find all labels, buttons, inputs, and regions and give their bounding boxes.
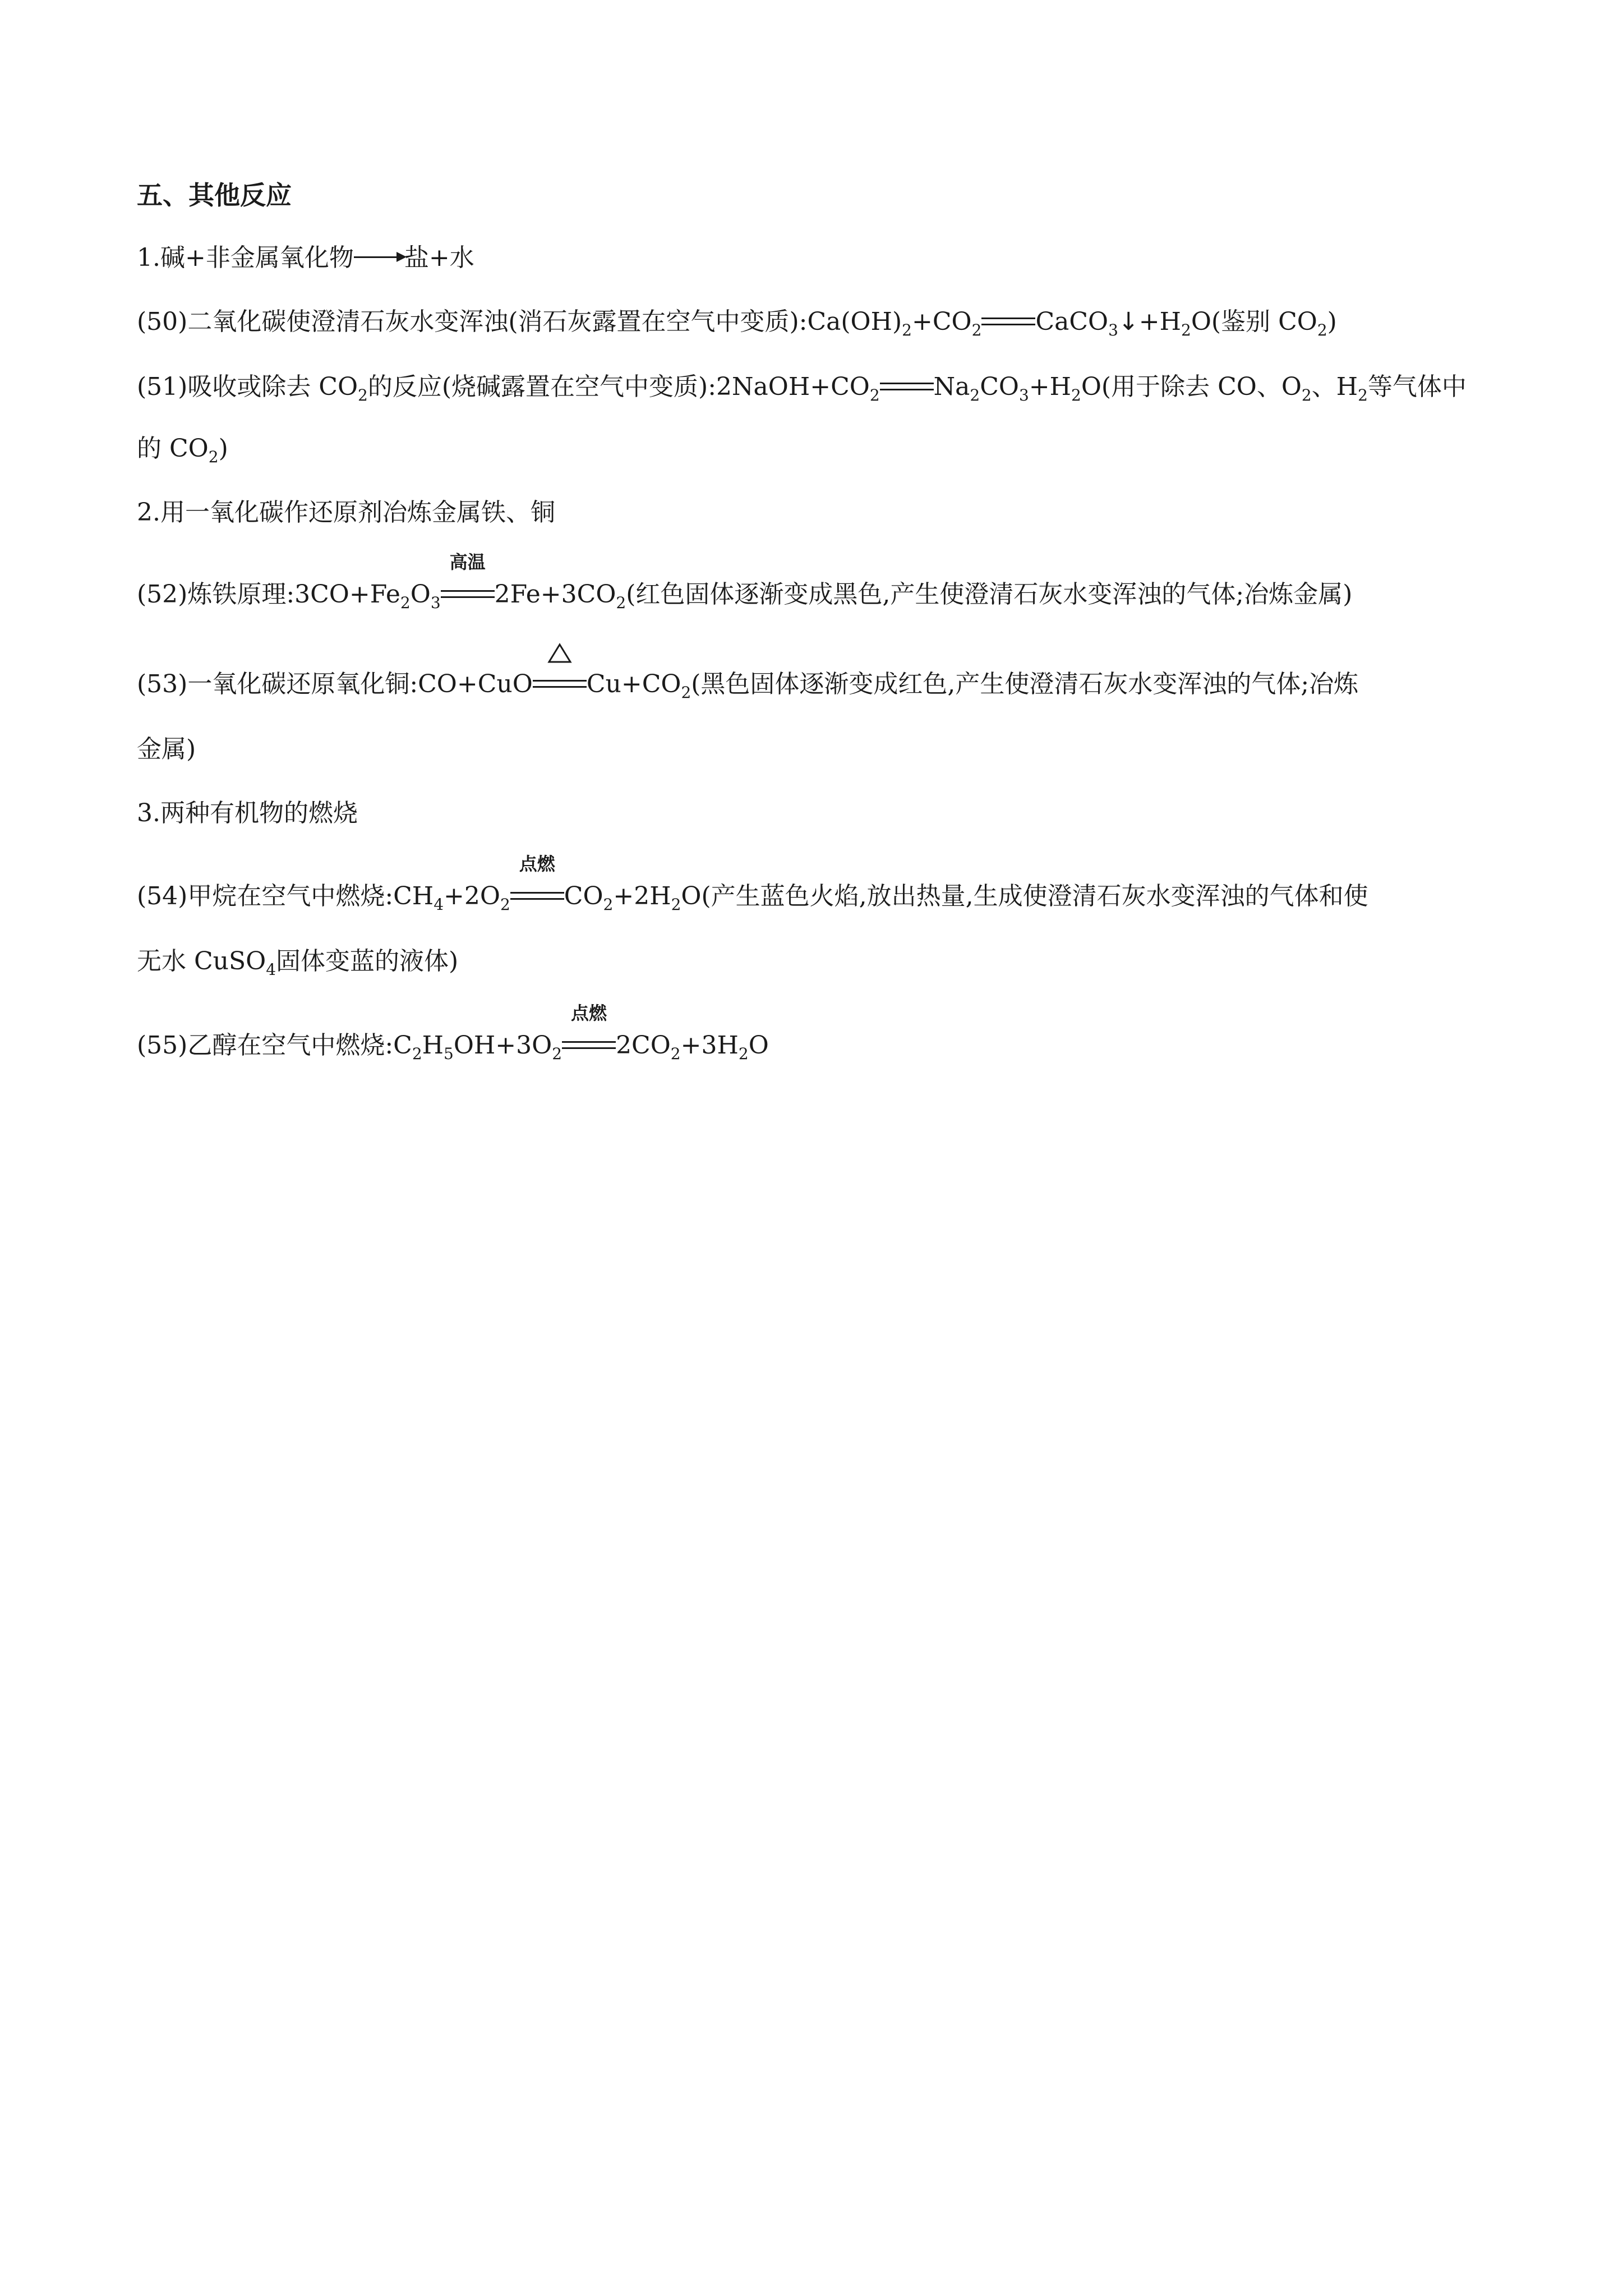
equals-sign-icon <box>562 1041 616 1049</box>
equation-note: (红色固体逐渐变成黑色,产生使澄清石灰水变浑浊的气体;冶炼金属) <box>626 580 1353 609</box>
subscript: 2 <box>1181 321 1191 339</box>
precipitate-arrow-icon: ↓ <box>1118 307 1139 336</box>
heat-triangle-icon <box>547 643 572 664</box>
subscript: 2 <box>1301 386 1312 404</box>
formula-part: 、H <box>1311 372 1358 401</box>
equation-lead: (54)甲烷在空气中燃烧:CH <box>137 882 434 910</box>
item-number: 1. <box>137 243 160 272</box>
condition-label: 高温 <box>449 551 486 573</box>
subscript: 2 <box>671 895 681 914</box>
subscript: 2 <box>1358 386 1368 404</box>
subscript: 2 <box>412 1045 422 1063</box>
formula-part: OH+3O <box>453 1031 552 1060</box>
formula-part: Na <box>933 372 970 401</box>
formula-part: +2H <box>613 882 671 910</box>
item-text: 2.用一氧化碳作还原剂冶炼金属铁、铜 <box>137 498 555 527</box>
condition-label: 点燃 <box>571 1002 607 1024</box>
formula-part: +3H <box>680 1031 739 1060</box>
item-text: 3.两种有机物的燃烧 <box>137 799 358 827</box>
equation-note: (黑色固体逐渐变成红色,产生使澄清石灰水变浑浊的气体;冶炼 <box>691 670 1359 698</box>
subscript: 2 <box>1071 386 1081 404</box>
formula-part: ) <box>218 434 228 463</box>
formula-part: +2O <box>444 882 500 910</box>
subscript: 2 <box>500 895 510 914</box>
equation-51-continued <box>137 432 1494 466</box>
equation-54 <box>137 853 1494 914</box>
subscript: 2 <box>400 593 411 612</box>
item-1 <box>137 241 1494 275</box>
formula-part: Cu+CO <box>586 670 681 698</box>
subscript: 2 <box>970 386 980 404</box>
subscript: 2 <box>1317 321 1327 339</box>
reaction-condition <box>510 853 564 913</box>
formula-part: 2CO <box>616 1031 671 1060</box>
formula-part: O(鉴别 CO <box>1191 307 1317 336</box>
formula-part: +CO <box>912 307 972 336</box>
subscript: 2 <box>603 895 614 914</box>
formula-part: 2Fe+3CO <box>494 580 616 609</box>
subscript: 3 <box>1108 321 1118 339</box>
subscript: 2 <box>670 1045 681 1063</box>
equation-50 <box>137 305 1494 339</box>
equation-note: O(产生蓝色火焰,放出热量,生成使澄清石灰水变浑浊的气体和使 <box>681 882 1368 910</box>
formula-part: +H <box>1029 372 1072 401</box>
formula-part: 等气体中 <box>1367 372 1467 401</box>
section-heading <box>137 178 1494 212</box>
subscript: 2 <box>681 683 691 702</box>
subscript: 2 <box>358 386 368 404</box>
formula-part: H <box>422 1031 444 1060</box>
subscript: 2 <box>208 448 219 466</box>
formula-part: 无水 CuSO <box>137 947 266 976</box>
formula-part: O <box>410 580 431 609</box>
subscript: 2 <box>971 321 982 339</box>
equation-53-continued <box>137 733 1494 766</box>
reaction-condition <box>533 668 587 701</box>
subscript: 4 <box>434 895 444 914</box>
equals-sign-icon <box>533 680 587 688</box>
formula-part: Ca(OH) <box>807 307 902 336</box>
formula-part: CO <box>980 372 1019 401</box>
equation-51 <box>137 370 1494 404</box>
formula-part: CaCO <box>1035 307 1109 336</box>
equation-55 <box>137 1002 1494 1063</box>
equation-53 <box>137 668 1494 701</box>
item-3 <box>137 797 1494 830</box>
formula-part: O(用于除去 CO、O <box>1081 372 1302 401</box>
subscript: 4 <box>266 960 276 979</box>
subscript: 3 <box>430 593 441 612</box>
equation-lead: (53)一氧化碳还原氧化铜:CO+CuO <box>137 670 533 698</box>
condition-label: 点燃 <box>519 853 555 875</box>
formula-part: 的反应(烧碱露置在空气中变质):2NaOH+CO <box>367 372 870 401</box>
formula-part: +H <box>1138 307 1182 336</box>
subscript: 2 <box>616 593 626 612</box>
formula-part: O <box>748 1031 769 1060</box>
reaction-arrow-icon <box>354 256 404 258</box>
subscript: 3 <box>1018 386 1029 404</box>
reactants-text: 碱+非金属氧化物 <box>160 243 354 272</box>
formula-part: CO <box>564 882 603 910</box>
subscript: 2 <box>738 1045 749 1063</box>
reaction-condition <box>441 551 495 611</box>
equation-lead: (51)吸收或除去 CO <box>137 372 358 401</box>
equation-52 <box>137 551 1494 612</box>
equation-lead: (50)二氧化碳使澄清石灰水变浑浊(消石灰露置在空气中变质): <box>137 307 808 336</box>
equation-54-continued <box>137 945 1494 978</box>
equals-sign-icon <box>981 318 1035 325</box>
formula-part: 固体变蓝的液体) <box>276 947 459 976</box>
subscript: 2 <box>902 321 912 339</box>
section-title: 五、其他反应 <box>137 180 292 210</box>
subscript: 5 <box>444 1045 454 1063</box>
reaction-condition <box>562 1002 616 1062</box>
equals-sign-icon <box>880 383 934 390</box>
equals-sign-icon <box>510 892 564 900</box>
formula-part: 的 CO <box>137 434 209 463</box>
subscript: 2 <box>869 386 880 404</box>
formula-part: 金属) <box>137 735 196 763</box>
equation-lead: (52)炼铁原理:3CO+Fe <box>137 580 400 609</box>
subscript: 2 <box>552 1045 562 1063</box>
equation-lead: (55)乙醇在空气中燃烧:C <box>137 1031 412 1060</box>
products-text: 盐+水 <box>404 243 474 272</box>
formula-part: ) <box>1327 307 1337 336</box>
item-2 <box>137 496 1494 530</box>
equals-sign-icon <box>441 590 495 598</box>
